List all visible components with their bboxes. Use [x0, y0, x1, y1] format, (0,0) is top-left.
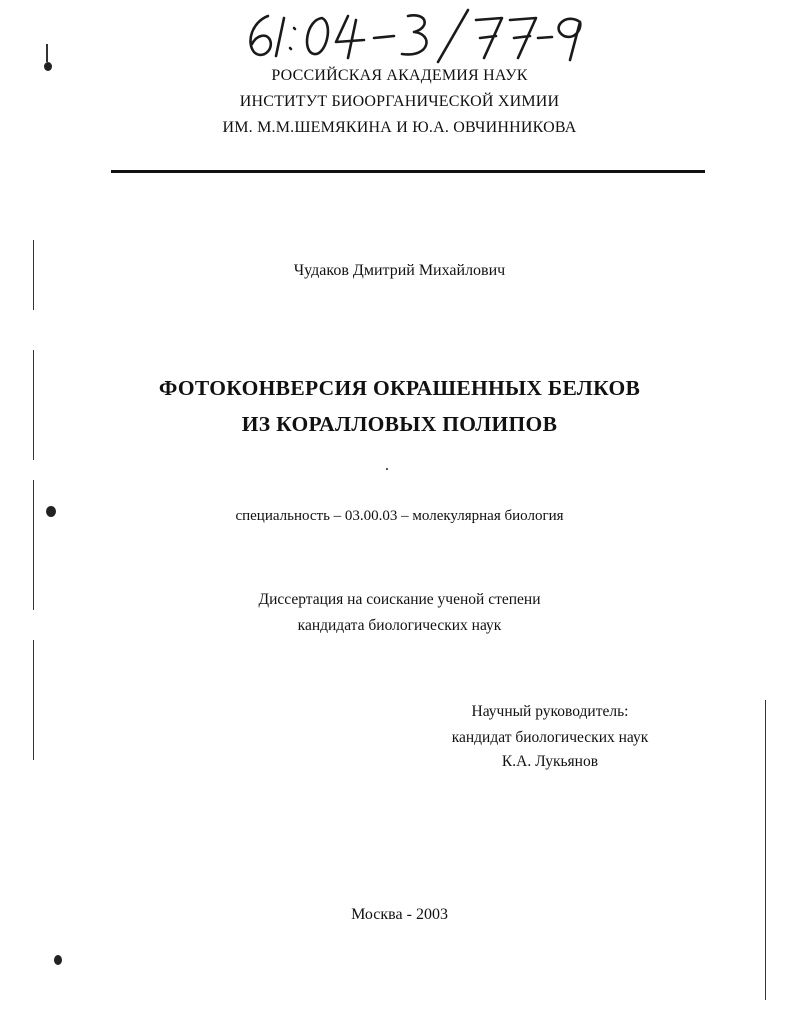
scan-speck	[54, 955, 62, 965]
scan-edge-line	[33, 640, 34, 760]
org-line-named-after: ИМ. М.М.ШЕМЯКИНА И Ю.А. ОВЧИННИКОВА	[222, 119, 577, 136]
scan-edge-mark	[46, 44, 48, 62]
scan-edge-line	[33, 350, 34, 460]
header-divider	[111, 170, 705, 173]
org-line-academy: РОССИЙСКАЯ АКАДЕМИЯ НАУК	[271, 67, 528, 84]
thesis-title-line-1: ФОТОКОНВЕРСИЯ ОКРАШЕННЫХ БЕЛКОВ	[158, 376, 641, 400]
scan-edge-line	[33, 240, 34, 310]
scan-dot	[386, 468, 388, 470]
specialty-text: специальность – 03.00.03 – молекулярная биология	[235, 508, 564, 524]
scan-edge-line	[765, 700, 766, 1000]
city-year: Москва - 2003	[351, 906, 448, 923]
scan-edge-line	[33, 480, 34, 610]
degree-line-2: кандидата биологических наук	[297, 617, 502, 634]
supervisor-name: К.А. Лукьянов	[501, 753, 599, 770]
degree-line-1: Диссертация на соискание ученой степени	[258, 591, 541, 608]
scan-speck	[44, 62, 52, 71]
scan-speck	[46, 506, 56, 517]
thesis-title-line-2: ИЗ КОРАЛЛОВЫХ ПОЛИПОВ	[241, 412, 558, 436]
org-line-institute: ИНСТИТУТ БИООРГАНИЧЕСКОЙ ХИМИИ	[239, 93, 560, 110]
handwritten-code-drawing	[230, 2, 590, 66]
handwritten-catalog-code	[230, 2, 590, 66]
supervisor-heading: Научный руководитель:	[471, 703, 629, 720]
author-name: Чудаков Дмитрий Михайлович	[293, 262, 506, 279]
supervisor-degree: кандидат биологических наук	[451, 729, 649, 746]
